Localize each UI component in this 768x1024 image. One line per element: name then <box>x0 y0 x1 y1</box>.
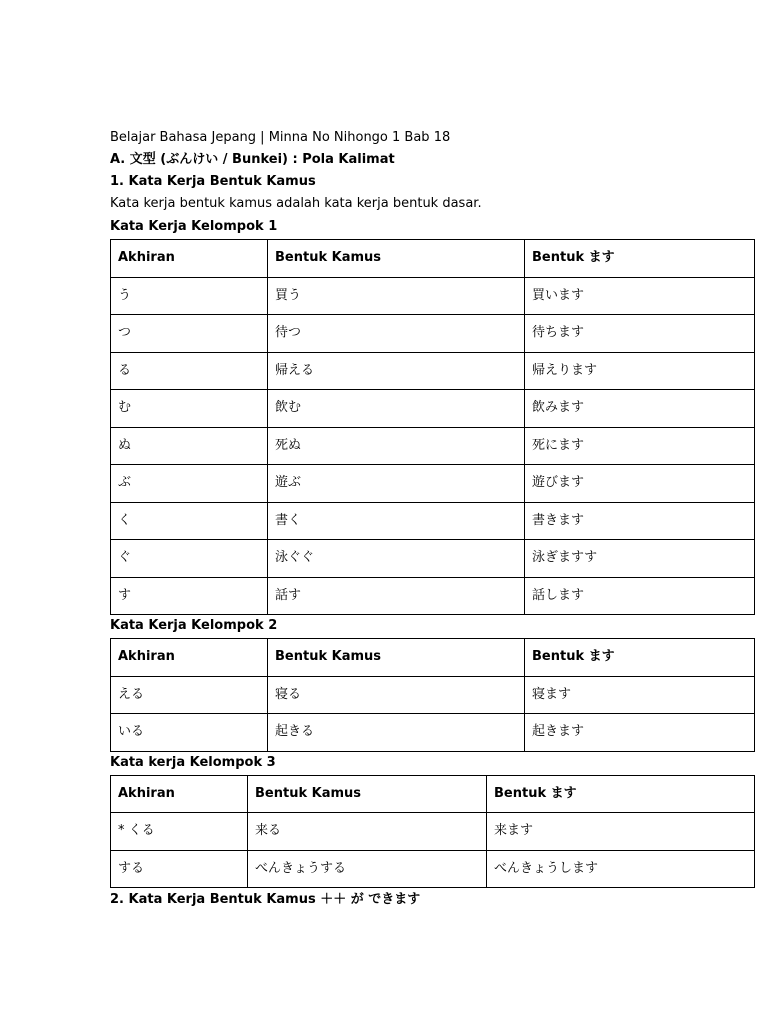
header-cell: Akhiran <box>111 775 248 813</box>
table-cell: 泳ぐぐ <box>268 540 525 578</box>
table-cell: べんきょうする <box>248 850 487 888</box>
table-cell: 話します <box>525 577 755 615</box>
table-cell: べんきょうします <box>487 850 755 888</box>
table-row <box>111 427 755 465</box>
table-row <box>111 813 755 851</box>
table-row <box>111 676 755 714</box>
table-1-body <box>111 277 755 615</box>
table-row <box>111 465 755 503</box>
table-cell: ぬ <box>111 427 268 465</box>
header-cell: Bentuk Kamus <box>248 775 487 813</box>
table-3-caption: Kata kerja Kelompok 3 <box>110 754 276 770</box>
table-cell: 寝ます <box>525 676 755 714</box>
table-row <box>111 577 755 615</box>
table-cell: 書きます <box>525 502 755 540</box>
table-header-row <box>111 775 755 813</box>
subheading-2: 2. Kata Kerja Bentuk Kamus ＋＋ が できます <box>110 892 421 907</box>
table-cell: 待つ <box>268 315 525 353</box>
table-cell: 死ぬ <box>268 427 525 465</box>
table-cell: 死にます <box>525 427 755 465</box>
table-row <box>111 352 755 390</box>
table-cell: 帰える <box>268 352 525 390</box>
table-cell: う <box>111 277 268 315</box>
table-kelompok-1 <box>110 239 755 615</box>
table-kelompok-3 <box>110 775 755 889</box>
table-cell: * くる <box>111 813 248 851</box>
header-cell: Bentuk Kamus <box>268 240 525 278</box>
section-heading: A. 文型 (ぶんけい / Bunkei) : Pola Kalimat <box>110 152 395 167</box>
table-kelompok-2 <box>110 638 755 752</box>
table-cell: 来る <box>248 813 487 851</box>
document-body <box>110 128 754 912</box>
table-cell: 起きます <box>525 714 755 752</box>
table-cell: ぶ <box>111 465 268 503</box>
table-cell: える <box>111 676 268 714</box>
table-cell: 話す <box>268 577 525 615</box>
document-title: Belajar Bahasa Jepang | Minna No Nihongo 1 Bab 18 <box>110 130 451 145</box>
header-cell: Bentuk ます <box>487 775 755 813</box>
table-cell: 買う <box>268 277 525 315</box>
header-cell: Akhiran <box>111 639 268 677</box>
header-cell: Bentuk ます <box>525 639 755 677</box>
table-cell: 来ます <box>487 813 755 851</box>
table-row <box>111 540 755 578</box>
table-3-body <box>111 813 755 888</box>
table-cell: 遊ぶ <box>268 465 525 503</box>
table-cell: 書く <box>268 502 525 540</box>
table-row <box>111 850 755 888</box>
table-row <box>111 315 755 353</box>
table-cell: ぐ <box>111 540 268 578</box>
table-cell: 起きる <box>268 714 525 752</box>
table-cell: 遊びます <box>525 465 755 503</box>
table-row <box>111 502 755 540</box>
header-cell: Bentuk Kamus <box>268 639 525 677</box>
table-cell: する <box>111 850 248 888</box>
table-row <box>111 277 755 315</box>
header-cell: Bentuk ます <box>525 240 755 278</box>
table-header-row <box>111 639 755 677</box>
table-cell: く <box>111 502 268 540</box>
table-2-body <box>111 676 755 751</box>
description-text: Kata kerja bentuk kamus adalah kata kerja bentuk dasar. <box>110 196 482 211</box>
header-cell: Akhiran <box>111 240 268 278</box>
table-row <box>111 714 755 752</box>
table-row <box>111 390 755 428</box>
table-cell: 飲みます <box>525 390 755 428</box>
table-cell: む <box>111 390 268 428</box>
table-cell: 買います <box>525 277 755 315</box>
table-header-row <box>111 240 755 278</box>
subheading-1: 1. Kata Kerja Bentuk Kamus <box>110 174 316 189</box>
table-cell: つ <box>111 315 268 353</box>
table-cell: 待ちます <box>525 315 755 353</box>
table-cell: す <box>111 577 268 615</box>
table-cell: 寝る <box>268 676 525 714</box>
table-cell: いる <box>111 714 268 752</box>
table-cell: 飲む <box>268 390 525 428</box>
table-2-caption: Kata Kerja Kelompok 2 <box>110 618 278 633</box>
table-cell: 泳ぎますす <box>525 540 755 578</box>
table-cell: 帰えります <box>525 352 755 390</box>
table-1-caption: Kata Kerja Kelompok 1 <box>110 219 278 234</box>
table-cell: る <box>111 352 268 390</box>
